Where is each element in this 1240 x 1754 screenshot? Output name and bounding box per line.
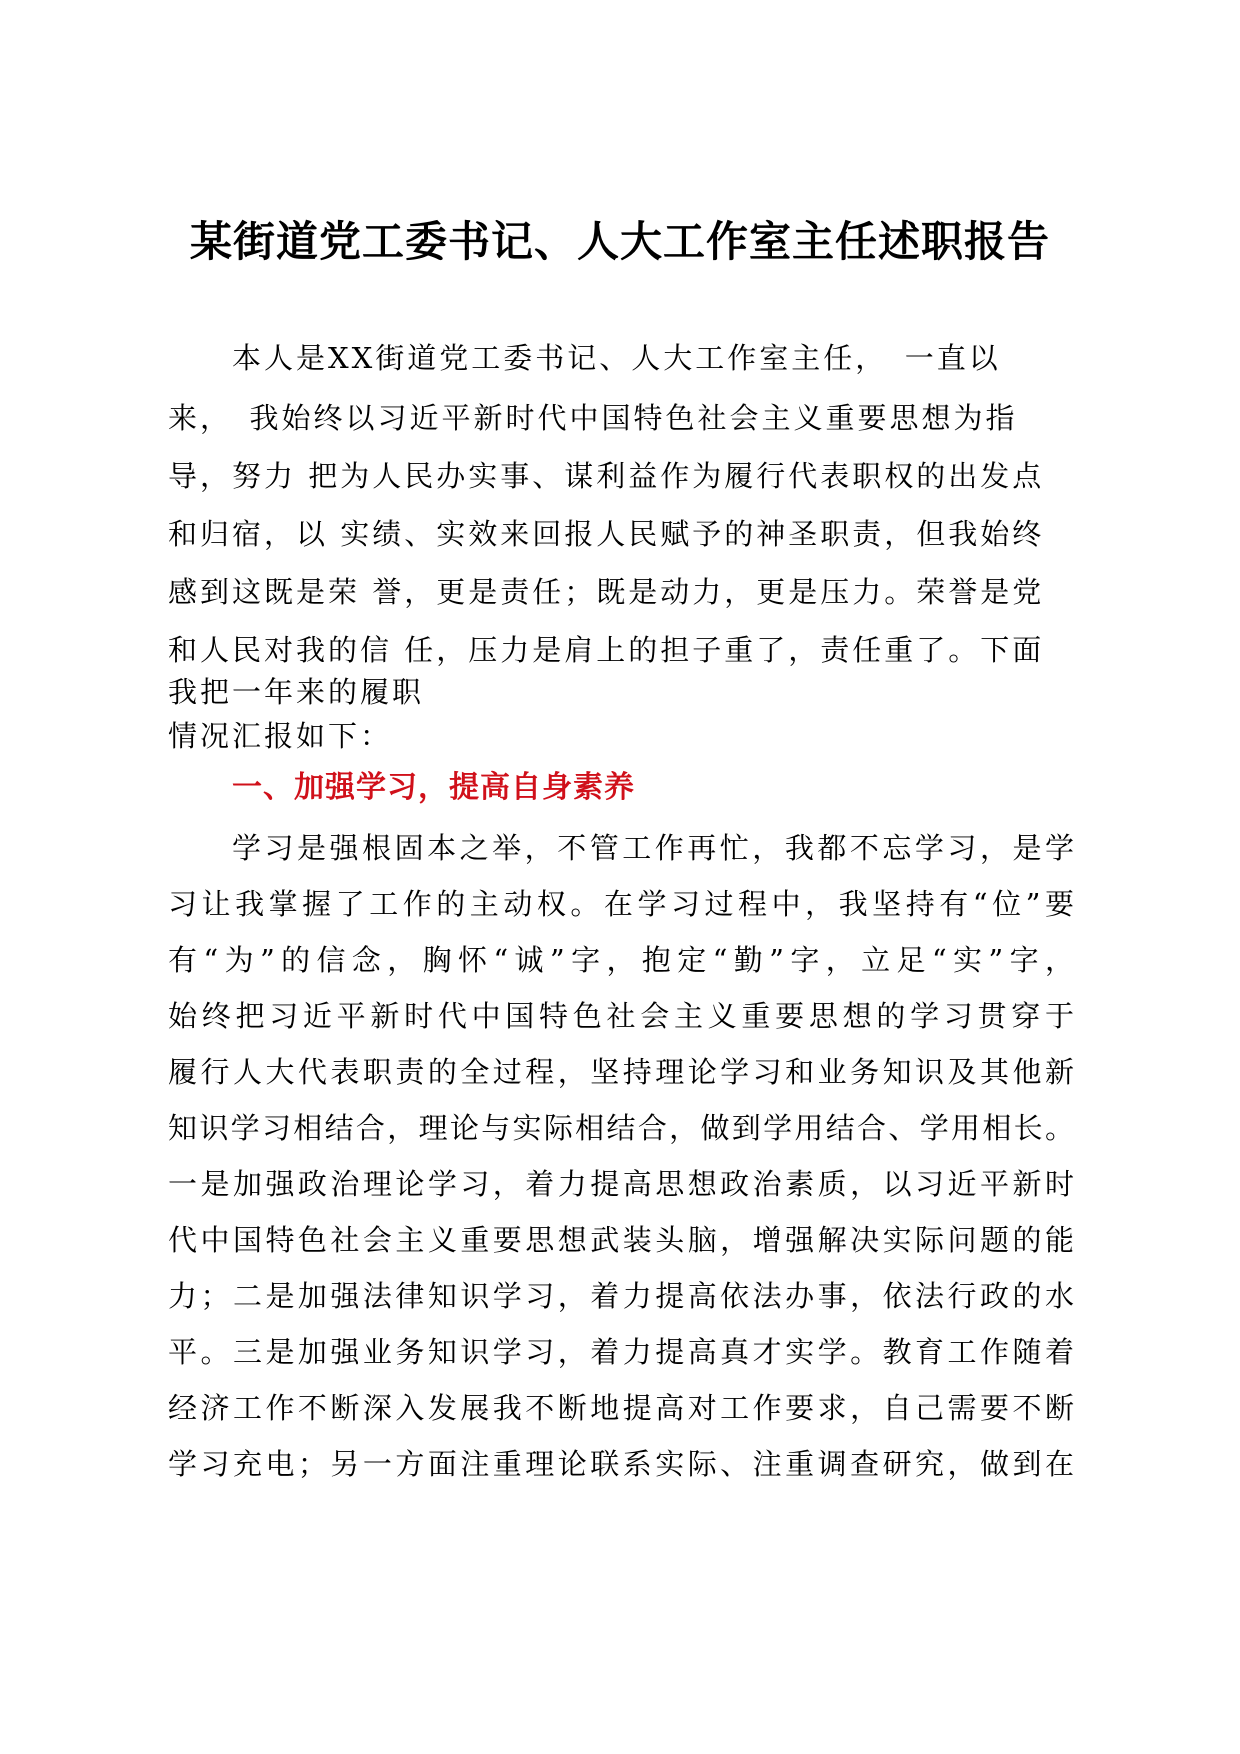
intro-line: 本人是XX街道党工委书记、人大工作室主任， 一直以	[232, 341, 1001, 375]
intro-line: 我把一年来的履职	[168, 675, 425, 709]
paragraph-line: 力；二是加强法律知识学习，着力提高依法办事，依法行政的水	[168, 1279, 1076, 1313]
paragraph-line: 学习充电；另一方面注重理论联系实际、注重调查研究，做到在	[168, 1447, 1076, 1481]
paragraph-line: 有“为”的信念，胸怀“诚”字，抱定“勤”字，立足“实”字，	[168, 943, 1076, 977]
paragraph-line: 习让我掌握了工作的主动权。在学习过程中，我坚持有“位”要	[168, 887, 1076, 921]
intro-line: 感到这既是荣 誉，更是责任；既是动力，更是压力。荣誉是党	[168, 575, 1045, 609]
intro-line: 情况汇报如下：	[168, 719, 393, 753]
intro-line: 和人民对我的信 任，压力是肩上的担子重了，责任重了。下面	[168, 633, 1045, 667]
paragraph-line: 履行人大代表职责的全过程，坚持理论学习和业务知识及其他新	[168, 1055, 1076, 1089]
intro-line: 导，努力 把为人民办实事、谋利益作为履行代表职权的出发点	[168, 459, 1045, 493]
paragraph-line: 始终把习近平新时代中国特色社会主义重要思想的学习贯穿于	[168, 999, 1076, 1033]
paragraph-line: 平。三是加强业务知识学习，着力提高真才实学。教育工作随着	[168, 1335, 1076, 1369]
paragraph-line: 经济工作不断深入发展我不断地提高对工作要求，自己需要不断	[168, 1391, 1076, 1425]
paragraph-line: 学习是强根固本之举，不管工作再忙，我都不忘学习，是学	[232, 831, 1076, 865]
document-title: 某街道党工委书记、人大工作室主任述职报告	[189, 217, 1050, 266]
section-heading: 一、加强学习，提高自身素养	[232, 770, 635, 805]
intro-line: 来， 我始终以习近平新时代中国特色社会主义重要思想为指	[168, 401, 1018, 435]
paragraph-line: 代中国特色社会主义重要思想武装头脑，增强解决实际问题的能	[168, 1223, 1076, 1257]
intro-line: 和归宿，以 实绩、实效来回报人民赋予的神圣职责，但我始终	[168, 517, 1045, 551]
paragraph-line: 一是加强政治理论学习，着力提高思想政治素质，以习近平新时	[168, 1167, 1076, 1201]
paragraph-line: 知识学习相结合，理论与实际相结合，做到学用结合、学用相长。	[168, 1111, 1076, 1145]
